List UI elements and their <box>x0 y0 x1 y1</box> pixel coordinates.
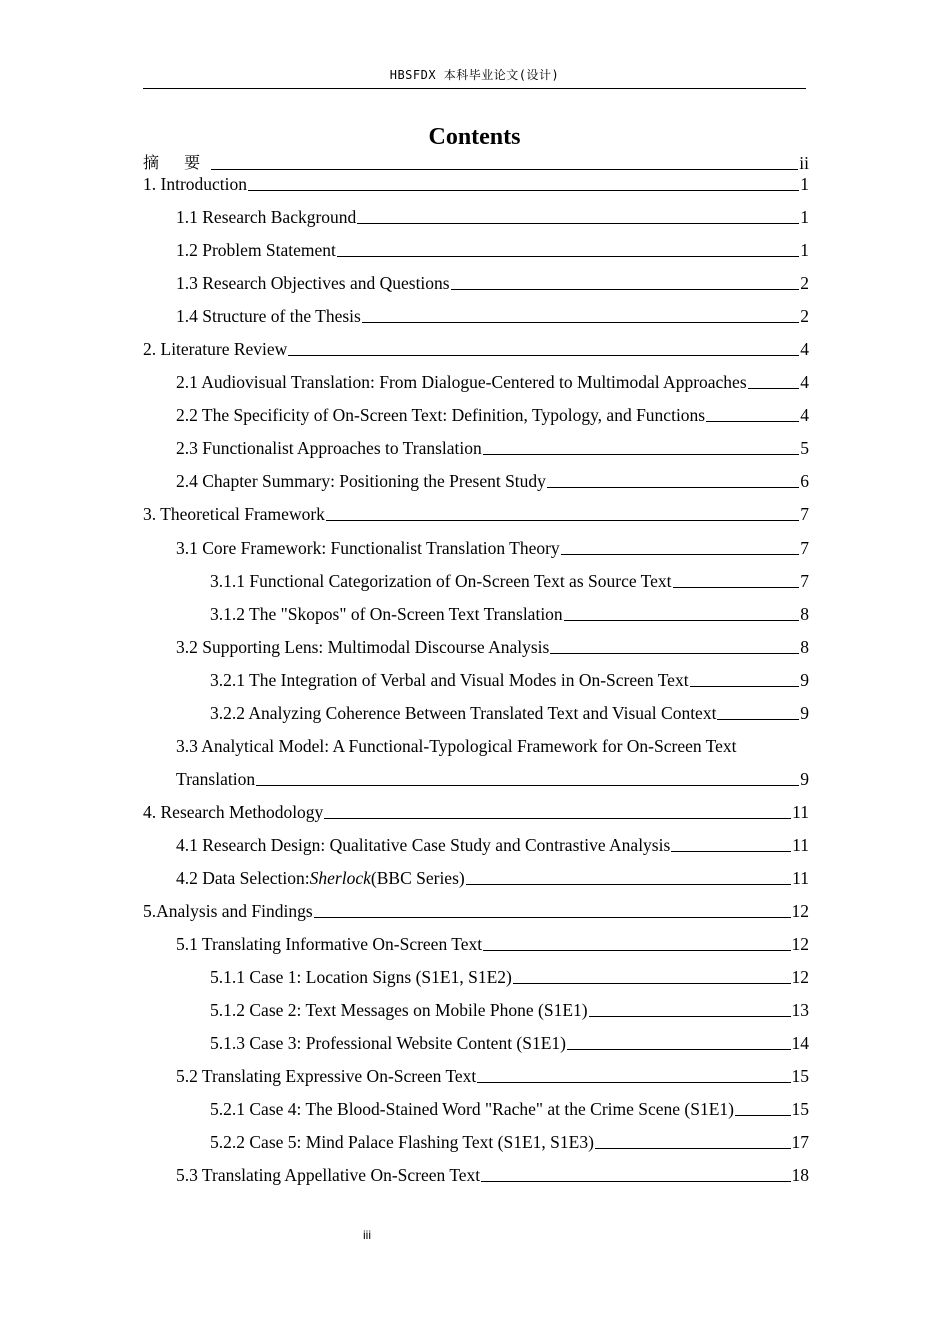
toc-entry-2[interactable] <box>143 338 809 360</box>
toc-entry-title: 5.3 Translating Appellative On-Screen Text <box>176 1165 481 1185</box>
toc-entry-page: 8 <box>800 604 809 624</box>
toc-entry-page: 1 <box>800 174 809 194</box>
toc-entry-2-2[interactable] <box>176 404 809 426</box>
toc-entry-title: 5.1.1 Case 1: Location Signs (S1E1, S1E2) <box>210 967 512 987</box>
toc-entry-title: 5.2.1 Case 4: The Blood-Stained Word "Rache" at the Crime Scene (S1E1) <box>210 1099 735 1119</box>
toc-leader <box>673 587 800 588</box>
toc-entry-title: 2.4 Chapter Summary: Positioning the Present Study <box>176 471 546 491</box>
toc-entry-page: 1 <box>800 240 809 260</box>
toc-entry-title-italic: Sherlock <box>309 868 371 888</box>
page-header: HBSFDX 本科毕业论文(设计) <box>389 68 560 82</box>
toc-entry-page: 13 <box>791 1000 809 1020</box>
toc-entry-page: 5 <box>800 438 809 458</box>
toc-entry-page: ii <box>799 153 809 173</box>
toc-entry-title: 2.2 The Specificity of On-Screen Text: Definition, Typology, and Functions <box>176 405 706 425</box>
toc-entry-title: 5.1.2 Case 2: Text Messages on Mobile Phone (S1E1) <box>210 1000 588 1020</box>
toc-entry-page: 11 <box>792 868 809 888</box>
toc-leader <box>547 487 799 488</box>
toc-entry-title: 2. Literature Review <box>143 339 288 359</box>
toc-leader <box>735 1115 790 1116</box>
toc-entry-5-2-2[interactable] <box>210 1131 809 1153</box>
toc-leader <box>362 322 799 323</box>
toc-leader <box>561 554 800 555</box>
toc-entry-2-1[interactable] <box>176 371 809 393</box>
toc-entry-page: 4 <box>800 405 809 425</box>
toc-leader <box>567 1049 790 1050</box>
toc-entry-4-2[interactable] <box>176 867 809 889</box>
toc-entry-1-3[interactable] <box>176 272 809 294</box>
toc-entry-page: 6 <box>800 471 809 491</box>
toc-entry-page: 17 <box>791 1132 809 1152</box>
toc-leader <box>466 884 791 885</box>
toc-entry-4-1[interactable] <box>176 834 809 856</box>
toc-entry-5-1-3[interactable] <box>210 1032 809 1054</box>
toc-entry-page: 9 <box>800 703 809 723</box>
toc-leader <box>481 1181 790 1182</box>
toc-entry-title: 3.1.2 The "Skopos" of On-Screen Text Translation <box>210 604 563 624</box>
toc-entry-title <box>176 867 465 889</box>
toc-entry-page: 12 <box>791 901 809 921</box>
toc-entry-5[interactable] <box>143 900 809 922</box>
toc-entry-page: 4 <box>800 339 809 359</box>
toc-entry-title-pre: 4.2 Data Selection: <box>176 868 310 888</box>
toc-entry-page: 14 <box>791 1033 809 1053</box>
toc-entry-title: 1.3 Research Objectives and Questions <box>176 273 450 293</box>
toc-entry-page: 12 <box>791 934 809 954</box>
toc-leader <box>706 421 799 422</box>
toc-entry-3-2-2[interactable] <box>210 702 809 724</box>
toc-entry-page: 15 <box>791 1066 809 1086</box>
toc-entry-page: 2 <box>800 273 809 293</box>
toc-entry-5-1-2[interactable] <box>210 999 809 1021</box>
toc-leader <box>288 355 799 356</box>
toc-entry-3-1-1[interactable] <box>210 570 809 592</box>
toc-entry-5-2[interactable] <box>176 1065 809 1087</box>
toc-leader <box>357 223 799 224</box>
toc-entry-page: 8 <box>800 637 809 657</box>
toc-entry-abstract[interactable] <box>143 152 809 174</box>
toc-entry-5-2-1[interactable] <box>210 1098 809 1120</box>
toc-entry-1-2[interactable] <box>176 239 809 261</box>
toc-entry-page: 11 <box>792 835 809 855</box>
toc-entry-page: 2 <box>800 306 809 326</box>
toc-entry-title: 5.2.2 Case 5: Mind Palace Flashing Text (S1E1, S1E3) <box>210 1132 594 1152</box>
toc-entry-title: 3.1 Core Framework: Functionalist Translation Theory <box>176 538 560 558</box>
toc-entry-title: 1.1 Research Background <box>176 207 357 227</box>
toc-entry-3-3[interactable] <box>176 735 809 757</box>
toc-entry-page: 7 <box>800 538 809 558</box>
toc-entry-page: 11 <box>792 802 809 822</box>
toc-entry-page: 4 <box>800 372 809 392</box>
toc-entry-3-3-cont[interactable] <box>176 768 809 790</box>
toc-entry-5-1-1[interactable] <box>210 966 809 988</box>
toc-entry-title: 3.2.2 Analyzing Coherence Between Translated Text and Visual Context <box>210 703 717 723</box>
toc-entry-3[interactable] <box>143 503 809 525</box>
toc-entry-5-3[interactable] <box>176 1164 809 1186</box>
toc-entry-2-3[interactable] <box>176 437 809 459</box>
toc-entry-title: 1.2 Problem Statement <box>176 240 336 260</box>
toc-leader <box>451 289 800 290</box>
toc-entry-1-4[interactable] <box>176 305 809 327</box>
toc-entry-1-1[interactable] <box>176 206 809 228</box>
toc-entry-title: 3.3 Analytical Model: A Functional-Typological Framework for On-Screen Text <box>176 736 737 756</box>
toc-entry-3-2-1[interactable] <box>210 669 809 691</box>
toc-entry-title: 5.2 Translating Expressive On-Screen Text <box>176 1066 477 1086</box>
toc-leader <box>314 917 791 918</box>
toc-entry-title: 3. Theoretical Framework <box>143 504 325 524</box>
toc-leader <box>337 256 799 257</box>
toc-entry-title: 2.1 Audiovisual Translation: From Dialogue-Centered to Multimodal Approaches <box>176 372 747 392</box>
toc-leader <box>326 520 799 521</box>
toc-leader <box>595 1148 791 1149</box>
toc-leader <box>671 851 791 852</box>
toc-leader <box>324 818 791 819</box>
toc-entry-3-1-2[interactable] <box>210 603 809 625</box>
toc-entry-title-cont: Translation <box>176 769 256 789</box>
toc-entry-page: 9 <box>800 769 809 789</box>
toc-entry-5-1[interactable] <box>176 933 809 955</box>
toc-entry-title: 4.1 Research Design: Qualitative Case Study and Contrastive Analysis <box>176 835 671 855</box>
toc-leader <box>256 785 799 786</box>
toc-leader <box>717 719 799 720</box>
toc-entry-2-4[interactable] <box>176 470 809 492</box>
toc-leader <box>748 388 800 389</box>
toc-entry-title: 3.2 Supporting Lens: Multimodal Discourse Analysis <box>176 637 550 657</box>
toc-leader <box>248 190 799 191</box>
toc-entry-title-post: (BBC Series) <box>370 868 465 888</box>
toc-leader <box>513 983 791 984</box>
toc-entry-page: 7 <box>800 504 809 524</box>
toc-entry-title: 5.1 Translating Informative On-Screen Text <box>176 934 483 954</box>
toc-entry-4[interactable] <box>143 801 809 823</box>
toc-entry-page: 9 <box>800 670 809 690</box>
toc-leader <box>589 1016 791 1017</box>
page-number: iii <box>363 1228 371 1242</box>
toc-entry-title: 5.1.3 Case 3: Professional Website Content (S1E1) <box>210 1033 567 1053</box>
toc-entry-title: 4. Research Methodology <box>143 802 324 822</box>
toc-leader <box>483 454 799 455</box>
toc-entry-page: 15 <box>791 1099 809 1119</box>
toc-title: Contents <box>428 124 521 150</box>
toc-entry-title: 3.1.1 Functional Categorization of On-Screen Text as Source Text <box>210 571 672 591</box>
toc-entry-title: 摘 要 <box>143 153 211 172</box>
toc-leader <box>690 686 800 687</box>
toc-entry-1[interactable] <box>143 173 809 195</box>
toc-entry-page: 18 <box>791 1165 809 1185</box>
toc-entry-3-2[interactable] <box>176 636 809 658</box>
toc-entry-page: 7 <box>800 571 809 591</box>
header-rule <box>143 88 806 89</box>
toc-entry-title: 3.2.1 The Integration of Verbal and Visual Modes in On-Screen Text <box>210 670 689 690</box>
toc-leader <box>550 653 799 654</box>
toc-entry-title: 1. Introduction <box>143 174 248 194</box>
toc-leader <box>211 169 798 170</box>
toc-entry-3-1[interactable] <box>176 537 809 559</box>
toc-entry-page: 12 <box>791 967 809 987</box>
toc-leader <box>477 1082 790 1083</box>
toc-entry-title: 5.Analysis and Findings <box>143 901 313 921</box>
toc-leader <box>564 620 800 621</box>
toc-entry-title: 1.4 Structure of the Thesis <box>176 306 361 326</box>
toc-entry-page: 1 <box>800 207 809 227</box>
toc-leader <box>483 950 790 951</box>
toc-entry-title: 2.3 Functionalist Approaches to Translation <box>176 438 482 458</box>
